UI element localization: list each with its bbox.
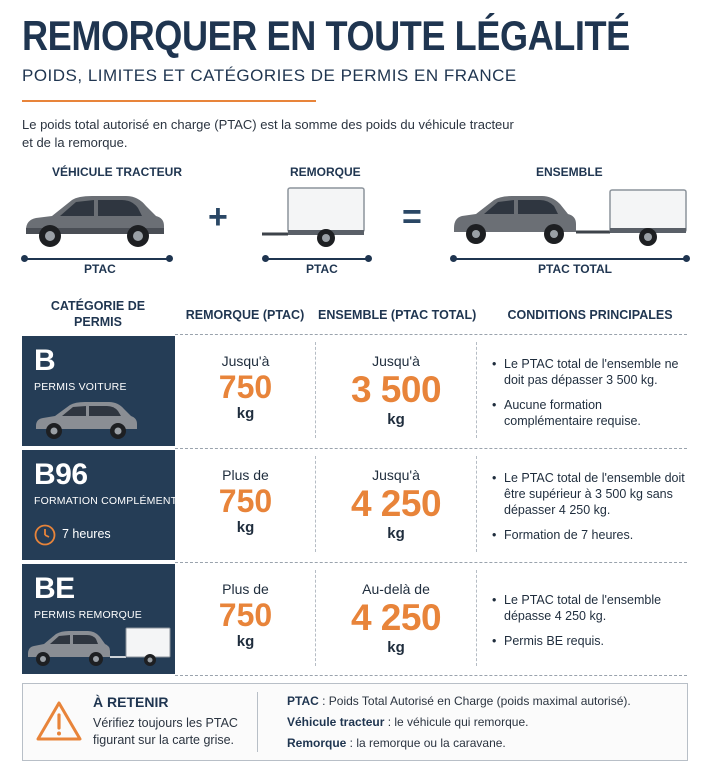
- trailer-label: REMORQUE: [290, 165, 361, 179]
- car-icon: [22, 190, 166, 250]
- reminder-text: Vérifiez toujours les PTAC figurant sur la carte grise.: [93, 716, 238, 747]
- warning-icon: [35, 700, 83, 742]
- value-prefix: Au-delà de: [362, 581, 430, 597]
- page-subtitle: POIDS, LIMITES ET CATÉGORIES DE PERMIS EN FRANCE: [22, 66, 517, 85]
- divider: [175, 675, 687, 676]
- combo-label: ENSEMBLE: [536, 165, 603, 179]
- combo-ptac-label: PTAC TOTAL: [538, 262, 612, 276]
- divider: [175, 448, 687, 449]
- divider: [476, 342, 477, 438]
- category-code: B: [34, 344, 56, 377]
- value-prefix: Plus de: [222, 467, 269, 483]
- car-icon: [34, 398, 138, 440]
- condition-item: • Le PTAC total de l'ensemble ne doit pas dépasser 3 500 kg.: [490, 356, 690, 388]
- value-prefix: Jusqu'à: [372, 467, 420, 483]
- header-trailer: REMORQUE (PTAC): [185, 308, 305, 322]
- vehicle-dimension-line: [24, 258, 170, 260]
- vehicle-label: VÉHICULE TRACTEUR: [52, 165, 183, 179]
- header-conditions: CONDITIONS PRINCIPALES: [507, 308, 673, 322]
- category-desc: PERMIS REMORQUE: [34, 609, 143, 621]
- trailer-dimension-line: [265, 258, 369, 260]
- equals-sign: =: [402, 198, 422, 236]
- value-number: 4 250: [350, 483, 442, 524]
- glossary-def: : Poids Total Autorisé en Charge (poids maximal autorisé).: [318, 694, 631, 708]
- divider: [175, 334, 687, 335]
- glossary-def: : le véhicule qui remorque.: [384, 715, 529, 729]
- trailer-ptac-cell: [176, 466, 315, 538]
- combo-dimension-line: [453, 258, 687, 260]
- trailer-ptac-cell: [176, 352, 315, 424]
- combo-ptac-cell: [316, 352, 476, 430]
- reminder-box: [22, 683, 688, 761]
- duration-label: 7 heures: [62, 527, 111, 541]
- condition-item: • Aucune formation complémentaire requise.: [490, 397, 690, 429]
- value-unit: kg: [236, 519, 255, 536]
- value-number: 3 500: [350, 369, 442, 410]
- category-code: BE: [34, 572, 75, 605]
- combo-ptac-cell: [316, 466, 476, 544]
- condition-item: • Permis BE requis.: [490, 633, 690, 649]
- page-title: REMORQUER EN TOUTE LÉGALITÉ: [22, 12, 630, 59]
- glossary-term: PTAC: [287, 694, 319, 708]
- trailer-ptac-cell: [176, 580, 315, 652]
- accent-rule: [22, 100, 316, 102]
- car-trailer-combo-icon: [450, 186, 690, 250]
- condition-item: • Le PTAC total de l'ensemble dépasse 4 250 kg.: [490, 592, 690, 624]
- condition-item: • Formation de 7 heures.: [490, 527, 690, 543]
- header-category: CATÉGORIE DE PERMIS: [50, 299, 146, 329]
- value-unit: kg: [387, 639, 405, 656]
- vehicle-ptac-label: PTAC: [84, 262, 116, 276]
- conditions-list: [490, 470, 690, 552]
- category-desc: PERMIS VOITURE: [34, 381, 127, 393]
- glossary-term: Véhicule tracteur: [287, 715, 385, 729]
- value-number: 750: [218, 369, 273, 405]
- value-prefix: Plus de: [222, 581, 269, 597]
- glossary-item: [287, 736, 506, 750]
- condition-item: • Le PTAC total de l'ensemble doit être supérieur à 3 500 kg sans dépasser 4 250 kg.: [490, 470, 690, 518]
- value-number: 4 250: [350, 597, 442, 638]
- category-cell-be: [22, 564, 175, 674]
- value-number: 750: [218, 597, 273, 633]
- category-code: B96: [34, 458, 88, 491]
- value-number: 750: [218, 483, 273, 519]
- conditions-list: [490, 592, 690, 658]
- clock-icon: [34, 524, 56, 546]
- value-unit: kg: [387, 411, 405, 428]
- category-cell-b96: [22, 450, 202, 560]
- car-trailer-combo-icon: [26, 624, 172, 668]
- reminder-title: À RETENIR: [93, 694, 169, 710]
- glossary-item: [287, 694, 631, 708]
- conditions-list: [490, 356, 690, 438]
- category-cell-b: [22, 336, 175, 446]
- divider: [476, 570, 477, 666]
- category-desc: FORMATION COMPLÉMENTAIRE: [34, 495, 202, 507]
- value-unit: kg: [236, 633, 255, 650]
- combo-ptac-cell: [316, 580, 476, 658]
- trailer-icon: [262, 186, 368, 250]
- divider: [476, 456, 477, 552]
- trailer-ptac-label: PTAC: [306, 262, 338, 276]
- value-unit: kg: [387, 525, 405, 542]
- glossary-term: Remorque: [287, 736, 347, 750]
- plus-sign: +: [208, 198, 228, 236]
- value-unit: kg: [236, 405, 255, 422]
- intro-text: Le poids total autorisé en charge (PTAC) est la somme des poids du véhicule tracteur et de la remorque.: [22, 117, 514, 150]
- glossary-item: [287, 715, 528, 729]
- value-prefix: Jusqu'à: [221, 353, 270, 369]
- glossary-def: : la remorque ou la caravane.: [346, 736, 506, 750]
- value-prefix: Jusqu'à: [372, 353, 420, 369]
- divider: [175, 562, 687, 563]
- header-combo: ENSEMBLE (PTAC TOTAL): [318, 308, 477, 322]
- divider: [257, 692, 258, 752]
